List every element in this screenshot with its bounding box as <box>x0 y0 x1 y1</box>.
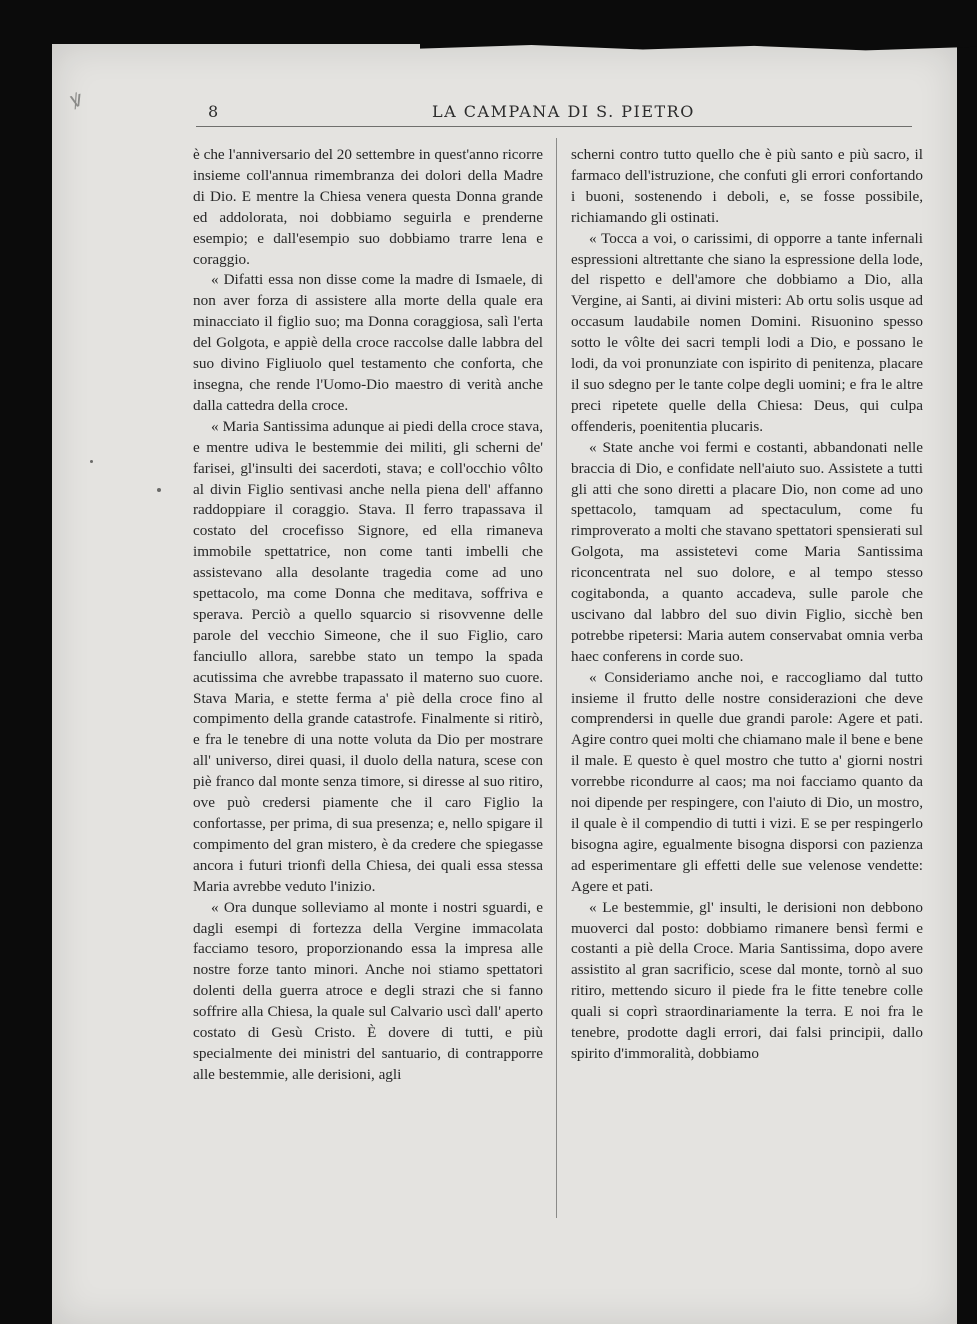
paragraph: scherni contro tutto quello che è più santo e più sacro, il farmaco dell'istruzione, che confuti gli errori confortando i buoni, sostenendo i deboli, e, se fosse possibile, richiamando gli ostinati. <box>571 146 923 226</box>
left-column <box>193 145 543 1086</box>
paragraph: è che l'anniversario del 20 settembre in quest'anno ricorre insieme coll'annua rimembranza dei dolori della Madre di Dio. E mentre la Chiesa venera questa Donna grande ed addolorata, noi dobbiamo seguirla e prenderne esempio; e dall'esempio suo dobbiamo trarre lena e coraggio. <box>193 146 543 268</box>
paper-speck <box>90 460 93 463</box>
right-column <box>571 145 923 1065</box>
page-number: 8 <box>208 102 220 121</box>
running-header <box>196 100 912 126</box>
header-rule <box>196 126 912 127</box>
column-divider <box>556 138 557 1218</box>
paragraph: « Consideriamo anche noi, e raccogliamo dal tutto insieme il frutto delle nostre considerazioni che deve comprendersi in quelle due grandi parole: Agere et pati. Agire contro quei molti che chiamano male il bene e bene il male. E questo è quel mostro che tutto a' giorni nostri vorrebbe ricondurre al caos; ma noi facciamo quanto da noi dipende per respingere, con l'aiuto di Dio, un mostro, il quale è il compendio di tutti i vizi. E se per respingerlo bisogna agire, egualmente bisogna disporsi con pazienza ad esperimentare gli effetti delle sue velenose vendette: Agere et pati. <box>571 668 923 895</box>
paper-speck <box>157 488 161 492</box>
paragraph: « State anche voi fermi e costanti, abbandonati nelle braccia di Dio, e confidate nell'aiuto suo. Assistete a tutti gli atti che sono diretti a placare Dio, non come ad uno spettacolo, tamquam ad spectaculum, come fu rimproverato a molti che stavano spettatori spensierati sul Golgota, ma assistetevi come Maria Santissima riconcentrata nel suo dolore, e al tempo stesso cogitabonda, a quanto accadeva, sulle parole che uscivano dal labbro del suo divin Figlio, sicchè ben potrebbe ripetersi: Maria autem conservabat omnia verba haec conferens in corde suo. <box>571 438 923 665</box>
paragraph: « Difatti essa non disse come la madre di Ismaele, di non aver forza di assistere alla morte della quale era minacciato il figlio suo; ma Donna coraggiosa, salì l'erta del Golgota, e appiè della croce raccolse dalle labbra del suo divino Figliuolo quel testamento che conforta, che insegna, che rende l'Uomo-Dio maestro di verità anche dalla cattedra della croce. <box>193 271 543 414</box>
paragraph: « Tocca a voi, o carissimi, di opporre a tante infernali espressioni altrettante che siano la espressione della lode, del rispetto e dell'amore che dobbiamo a Dio, alla Vergine, ai Santi, ai divini misteri: Ab ortu solis usque ad occasum laudabile nomen Domini. Risuonino spesso sotto le vôlte dei sacri templi lodi a Dio, e possano le lodi, da voi pronunziate con ispirito di penitenza, placare il suo sdegno per le tante colpe degli uomini; e fra le altre preci ripetete quelle della Chiesa: Deus, qui culpa offenderis, poenitentia plucaris. <box>571 229 923 435</box>
paragraph: « Maria Santissima adunque ai piedi della croce stava, e mentre udiva le bestemmie dei militi, gli scherni de' farisei, gl'insulti dei sacerdoti, stava; e coll'occhio vôlto al divin Figlio sentivasi anche nella piena dell' affanno raddoppiare il coraggio. Stava. Il ferro trapassava il costato del crocefisso Signore, ed ella rimaneva immobile spettatrice, non come tanti imbelli che assistevano alla desolante tragedia come ad uno spettacolo, ma come Donna che meditava, soffriva e sperava. Perciò a quello squarcio si risovvenne delle parole del vecchio Simeone, che il suo Figlio, caro fanciullo allora, sarebbe stato un tempo la spada acutissima che avrebbe trapassato il materno suo cuore. Stava Maria, e stette ferma a' piè della croce fino al compimento della grande catastrofe. Finalmente si ritirò, e fra le tenebre di una notte voluta da Dio per mostrare all' universo, direi quasi, il duolo della natura, scese con piè franco dal monte senza timore, si diresse al suo ritiro, ove può credersi piamente che il caro Figlio la confortasse, per prima, di sua presenza; e, nello spigare il compimento del gran mistero, è da credere che spiegasse ancora i futuri trionfi della Chiesa, dei quali essa stessa Maria avrebbe veduto l'inizio. <box>193 417 543 895</box>
margin-mark: ꝟ <box>67 86 86 114</box>
paragraph: « Le bestemmie, gl' insulti, le derisioni non debbono muoverci dal posto: dobbiamo rimanere bensì fermi e costanti a piè della Croce. Maria Santissima, dopo avere assistito al gran sacrificio, scese dal monte, tornò al suo ritiro, mettendo sicuro il piede fra le fitte tenebre colle quali si coprì straordinariamente la terra. E noi fra le tenebre, prodotte dagli errori, dai falsi principii, dallo spirito d'immoralità, dobbiamo <box>571 898 923 1062</box>
journal-title: LA CAMPANA DI S. PIETRO <box>432 102 695 121</box>
paragraph: « Ora dunque solleviamo al monte i nostri sguardi, e dagli esempi di fortezza della Vergine immacolata facciamo tesoro, proporzionando essa la impresa alle nostre forze tanto minori. Anche noi stiamo spettatori dolenti della guerra atroce e degli strazi che si fanno soffrire alla Chiesa, la quale sul Calvario uscì dall' aperto costato di Gesù Cristo. È dovere di tutti, e più specialmente dei ministri del santuario, di contrapporre alle bestemmie, alle derisioni, agli <box>193 898 543 1083</box>
